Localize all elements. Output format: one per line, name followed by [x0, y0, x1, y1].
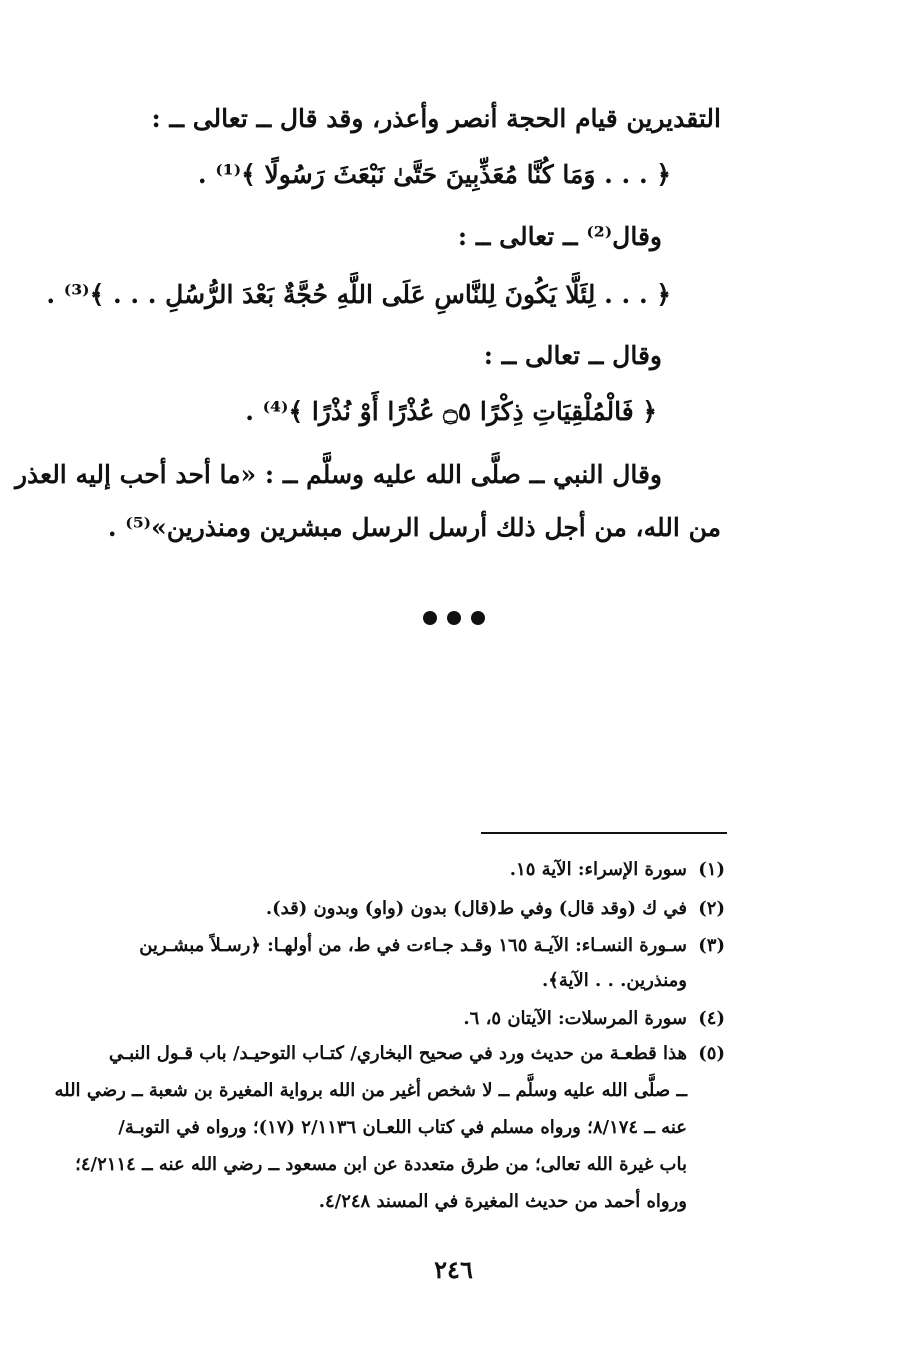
- footnote-number: (٣): [698, 935, 725, 956]
- quran-verse-1: ﴿ . . . وَمَا كُنَّا مُعَذِّبِينَ حَتَّىٰ نَبْعَثَ رَسُولًا ﴾⁽¹⁾ .: [197, 160, 671, 189]
- footnote-number: (٢): [698, 898, 725, 919]
- footnote-text: ومنذرين. . . الآية﴾.: [542, 970, 687, 991]
- text-line-1: التقديرين قيام الحجة أنصر وأعذر، وقد قال ــ تعالى ــ :: [151, 104, 721, 133]
- footnote-text: هذا قطعـة من حديث ورد في صحيح البخاري/ كتـاب التوحيـد/ باب قـول النبـي: [108, 1043, 687, 1064]
- footnote-text: سـورة النسـاء: الآيـة ١٦٥ وقـد جـاءت في ط، من أولهـا: ﴿رسـلاً مبشـرين: [139, 935, 687, 956]
- footnote-text: ورواه أحمد من حديث المغيرة في المسند ٤/٢٤٨.: [318, 1191, 687, 1212]
- footnote-text: سورة الإسراء: الآية ١٥.: [509, 859, 687, 880]
- page-number: ٢٤٦: [434, 1255, 473, 1284]
- separator-dot: [447, 611, 461, 625]
- text-line-5: وقال ــ تعالى ــ :: [483, 341, 662, 370]
- hadith-line-2: من الله، من أجل ذلك أرسل الرسل مبشرين ومنذرين»⁽⁵⁾ .: [107, 513, 721, 542]
- section-separator: [0, 606, 907, 630]
- quran-verse-3: ﴿ فَالْمُلْقِيَاتِ ذِكْرًا ۝٥ عُذْرًا أَوْ نُذْرًا ﴾⁽⁴⁾ .: [245, 397, 657, 426]
- footnote-text: باب غيرة الله تعالى؛ من طرق متعددة عن ابن مسعود ــ رضي الله عنه ــ ٤/٢١١٤؛: [75, 1154, 687, 1175]
- footnote-text: سورة المرسلات: الآيتان ٥، ٦.: [463, 1008, 687, 1029]
- footnote-text: في ك (وقد قال) وفي ط(قال) بدون (واو) وبدون (قد).: [265, 898, 687, 919]
- footnote-text: ــ صلَّى الله عليه وسلَّم ــ لا شخص أغير من الله برواية المغيرة بن شعبة ــ رضي الله: [54, 1080, 687, 1101]
- footnote-number: (٥): [698, 1043, 725, 1064]
- text-line-3: وقال⁽²⁾ ــ تعالى ــ :: [457, 222, 662, 251]
- footnote-number: (٤): [698, 1008, 725, 1029]
- quran-verse-2: ﴿ . . . لِئَلَّا يَكُونَ لِلنَّاسِ عَلَى اللَّهِ حُجَّةٌ بَعْدَ الرُّسُلِ . . . ﴾⁽³⁾ .: [46, 280, 671, 309]
- footnote-rule: [481, 832, 727, 834]
- separator-dot: [471, 611, 485, 625]
- separator-dot: [423, 611, 437, 625]
- footnote-number: (١): [698, 859, 725, 880]
- hadith-line-1: وقال النبي ــ صلَّى الله عليه وسلَّم ــ : «ما أحد أحب إليه العذر: [14, 460, 662, 489]
- footnote-text: عنه ــ ٨/١٧٤؛ ورواه مسلم في كتاب اللعـان ٢/١١٣٦ (١٧)؛ ورواه في التوبـة/: [118, 1117, 687, 1138]
